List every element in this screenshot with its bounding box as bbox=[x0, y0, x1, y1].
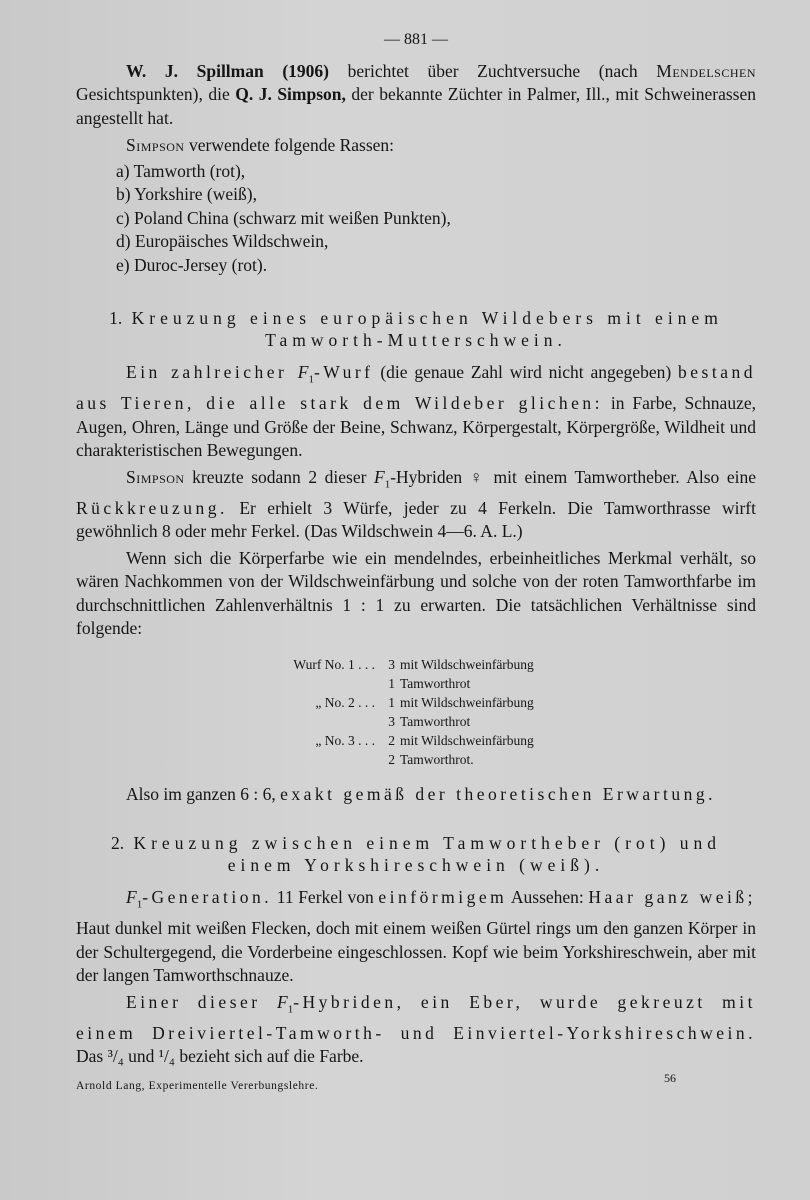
section-1-title-line1: Kreuzung eines europäischen Wildebers mit einem bbox=[131, 308, 723, 328]
section-2-number: 2. bbox=[110, 833, 125, 853]
breed-item: c) Poland China (schwarz mit weißen Punkten), bbox=[116, 207, 451, 228]
page-content bbox=[76, 28, 756, 1093]
section-2-paragraph-1: $F_1$-Generation. 11 Ferkel von einförmigem Aussehen: Haar ganz weiß; Haut dunkel mit weißen Flecken, doch mit einem weißen Gürtel rings um den ganzen Körper in der Schultergegend, die Vorderbeine eingeschlossen. Kopf wie beim Yorkshireschwein, aber mit der langen Tamworthschnauze. bbox=[76, 887, 756, 985]
litter-row: „ No. 3 . . . 2 mit Wildschweinfärbung bbox=[315, 732, 534, 748]
author-spillman: W. J. Spillman (1906) bbox=[126, 60, 330, 81]
breed-item: d) Europäisches Wildschwein, bbox=[116, 231, 329, 251]
section-2-paragraph-2: Einer dieser $F_1$-Hybriden, ein Eber, wurde gekreuzt mit einem Dreiviertel-Tamworth- und Einviertel-Yorkshireschwein. Das ³/₄ und ¹/₄ bezieht sich auf die Farbe. bbox=[76, 991, 756, 1066]
section-1-conclusion: Also im ganzen 6 : 6, exakt gemäß der theoretischen Erwartung. bbox=[126, 783, 716, 804]
section-1-paragraph-1: Ein zahlreicher $F_1$-Wurf (die genaue Zahl wird nicht angegeben) bestand aus Tieren, die alle stark dem Wildeber glichen: in Farbe, Schnauze, Augen, Ohren, Länge und Größe der Beine, Schwanz, Körpergestalt, Körpergröße, Wildheit und charakteristischen Bewegungen. bbox=[76, 362, 756, 460]
footer-book-title: Arnold Lang, Experimentelle Vererbungslehre. bbox=[76, 1079, 319, 1092]
litter-row: „ No. 2 . . . 1 mit Wildschweinfärbung bbox=[315, 694, 534, 710]
intro-paragraph: W. J. Spillman (1906) berichtet über Zuchtversuche (nach Mendelschen Gesichtspunkten), die Q. J. Simpson, der bekannte Züchter in Palmer, Ill., mit Schweinerassen angestellt hat. bbox=[76, 60, 757, 128]
section-2-heading bbox=[76, 832, 756, 876]
page-number: — 881 — bbox=[384, 31, 448, 48]
litter-row: 1 Tamworthrot bbox=[388, 675, 471, 691]
breeds-intro: Simpson verwendete folgende Rassen: bbox=[126, 135, 395, 155]
page-footer bbox=[76, 1070, 756, 1093]
section-1-title-line2: Tamworth-Mutterschwein. bbox=[265, 330, 567, 350]
section-1-paragraph-2: Simpson kreuzte sodann 2 dieser $F_1$-Hybriden ♀ mit einem Tamwortheber. Also eine Rückkreuzung. Er erhielt 3 Würfe, jeder zu 4 Ferkeln. Die Tamworthrasse wirft gewöhnlich 8 oder mehr Ferkel. (Das Wildschwein 4—6. A. L.) bbox=[76, 466, 757, 541]
section-1-heading bbox=[76, 307, 756, 351]
section-2-title-line2: einem Yorkshireschwein (weiß). bbox=[227, 855, 605, 875]
author-simpson: Q. J. Simpson, bbox=[235, 84, 346, 104]
breed-item: b) Yorkshire (weiß), bbox=[116, 184, 257, 204]
footer-signature: 56 bbox=[664, 1070, 676, 1085]
litter-row: Wurf No. 1 . . . 3 mit Wildschweinfärbung bbox=[293, 656, 534, 672]
section-2-title-line1: Kreuzung zwischen einem Tamwortheber (rot) und bbox=[133, 833, 722, 853]
breed-item: e) Duroc-Jersey (rot). bbox=[116, 254, 268, 275]
litter-row: 2 Tamworthrot. bbox=[388, 751, 474, 767]
litter-row: 3 Tamworthrot bbox=[388, 713, 471, 729]
breed-item: a) Tamworth (rot), bbox=[116, 160, 246, 181]
breed-list bbox=[116, 160, 756, 278]
mendel-term: Mendelschen bbox=[656, 60, 756, 81]
section-1-number: 1. bbox=[109, 308, 123, 328]
litter-table bbox=[76, 655, 756, 769]
section-1-paragraph-3: Wenn sich die Körperfarbe wie ein mendelndes, erbeinheitliches Merkmal verhält, so wären Nachkommen von der Wildschweinfärbung und solche von der roten Tamworthfarbe im durchschnittlichen Zahlenverhältnis 1 : 1 zu erwarten. Die tatsächlichen Verhältnisse sind folgende: bbox=[76, 547, 756, 638]
